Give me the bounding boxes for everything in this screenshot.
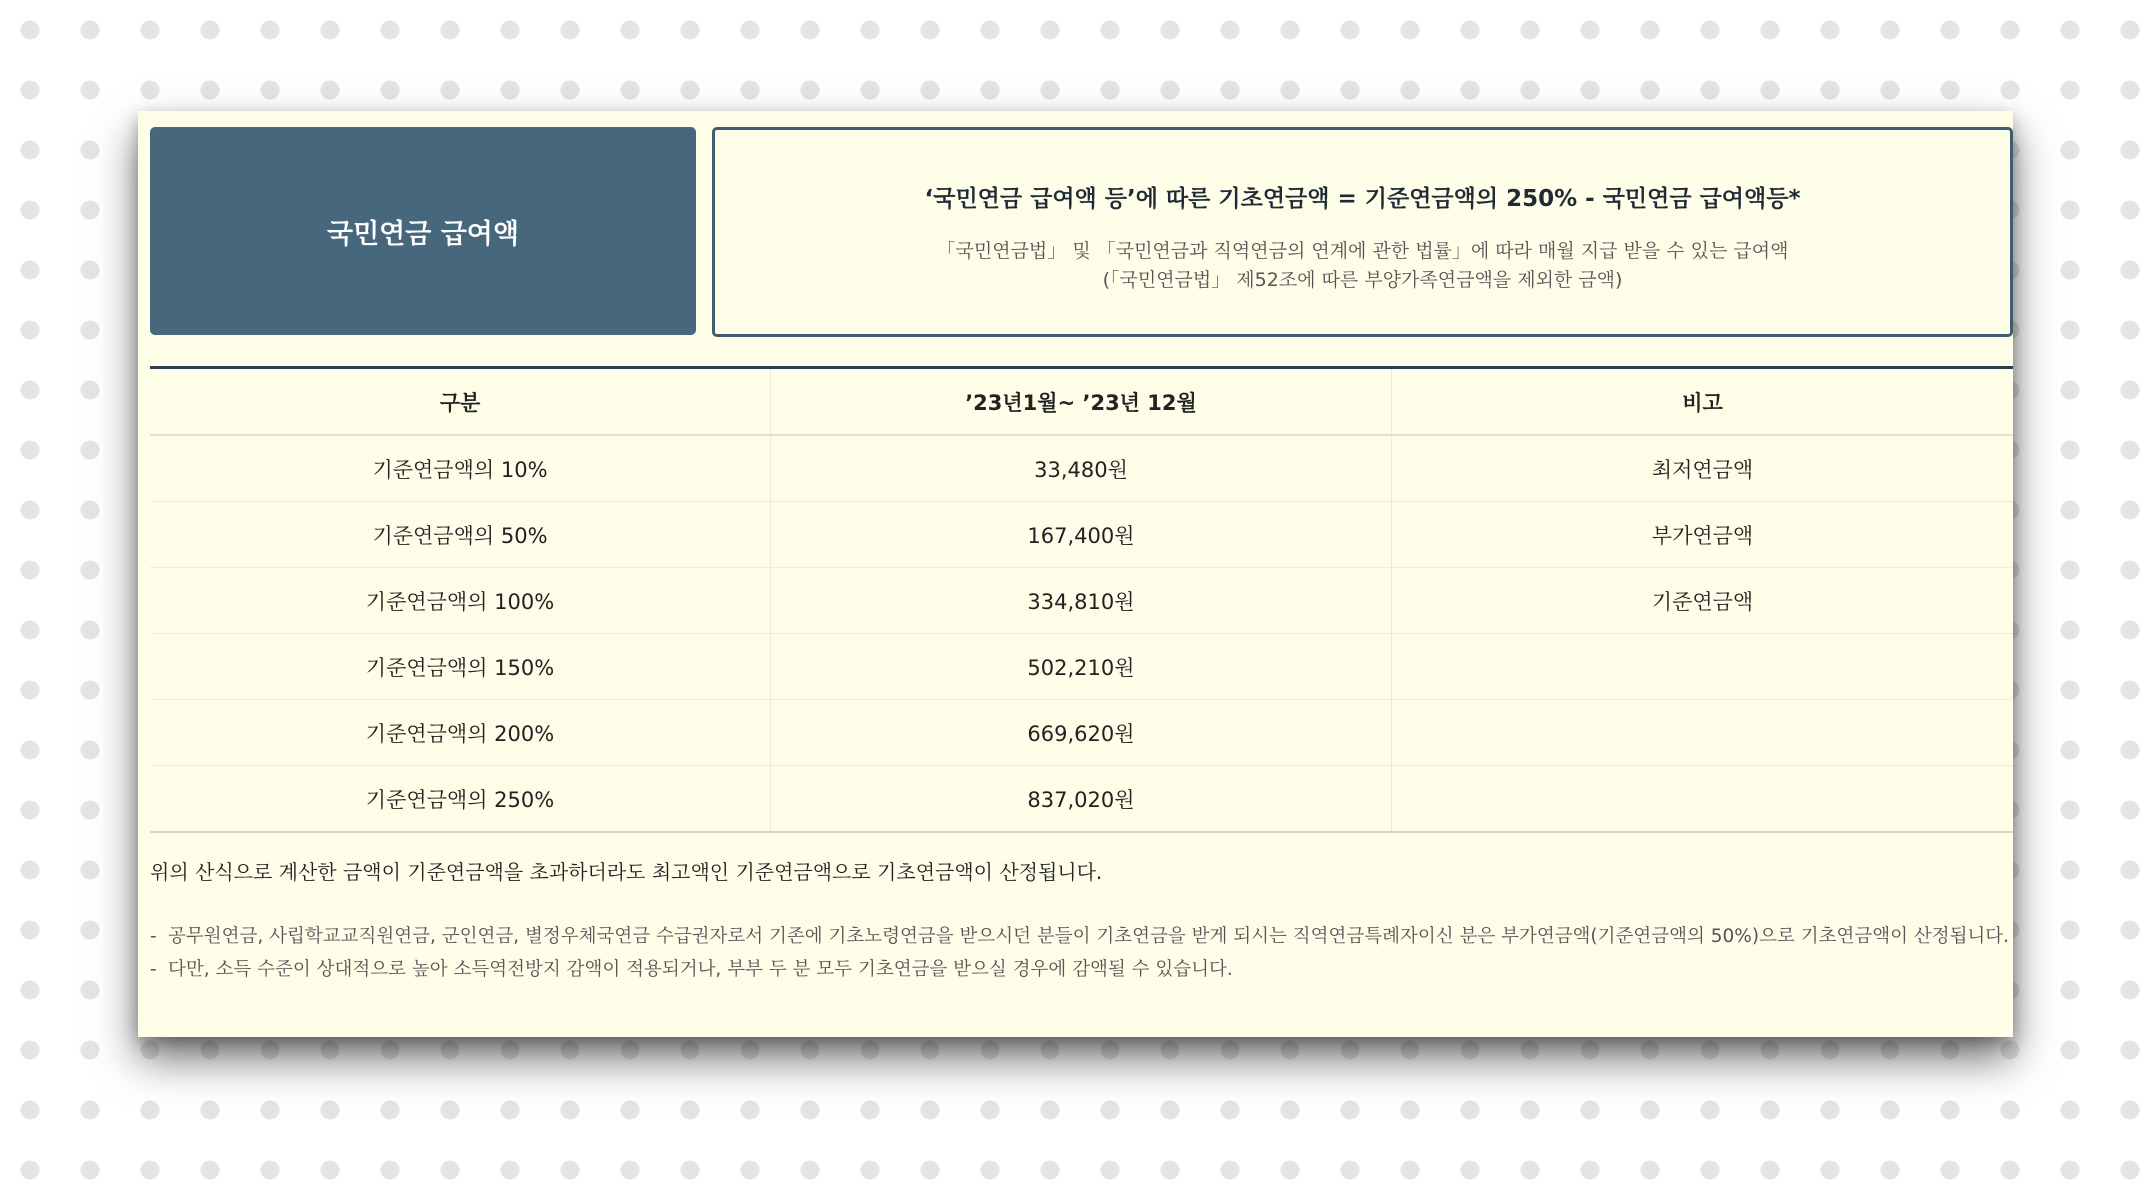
footnote-item <box>150 920 2009 953</box>
row-category: 기준연금액의 200% <box>150 700 771 766</box>
column-header-period: ’23년1월~ ’23년 12월 <box>771 368 1392 436</box>
row-remark <box>1392 634 2014 700</box>
row-amount: 334,810원 <box>771 568 1392 634</box>
table-header-row <box>150 368 2013 436</box>
pension-table-wrapper <box>150 366 2013 833</box>
pension-info-card <box>138 111 2013 1037</box>
row-category: 기준연금액의 250% <box>150 766 771 833</box>
formula-box <box>712 127 2013 337</box>
formula-description-line-2: (「국민연금법」 제52조에 따른 부양가족연금액을 제외한 금액) <box>1102 269 1623 291</box>
row-amount: 502,210원 <box>771 634 1392 700</box>
pension-amount-label-box <box>150 127 696 335</box>
pension-table <box>150 366 2013 833</box>
table-row <box>150 634 2013 700</box>
row-remark <box>1392 700 2014 766</box>
formula-title: ‘국민연금 급여액 등’에 따른 기초연금액 = 기준연금액의 250% - 국민연금 급여액등* <box>924 186 1801 212</box>
row-remark: 부가연금액 <box>1392 502 2014 568</box>
table-row <box>150 435 2013 502</box>
row-category: 기준연금액의 10% <box>150 435 771 502</box>
row-amount: 167,400원 <box>771 502 1392 568</box>
row-amount: 837,020원 <box>771 766 1392 833</box>
column-header-remarks: 비고 <box>1392 368 2014 436</box>
row-category: 기준연금액의 100% <box>150 568 771 634</box>
table-row <box>150 502 2013 568</box>
table-row <box>150 766 2013 833</box>
column-header-category: 구분 <box>150 368 771 436</box>
row-remark <box>1392 766 2014 833</box>
formula-description-line-1: 「국민연금법」 및 「국민연금과 직역연금의 연계에 관한 법률」에 따라 매월 지급 받을 수 있는 급여액 <box>936 240 1789 262</box>
row-amount: 33,480원 <box>771 435 1392 502</box>
row-category: 기준연금액의 50% <box>150 502 771 568</box>
footnote-text: 공무원연금, 사립학교교직원연금, 군인연금, 별정우체국연금 수급권자로서 기존에 기초노령연금을 받으시던 분들이 기초연금을 받게 되시는 직역연금특례자이신 분은 부가연금액(기준연금액의 50%)으로 기초연금액이 산정됩니다. <box>168 926 2010 947</box>
formula-description <box>715 237 2010 295</box>
row-amount: 669,620원 <box>771 700 1392 766</box>
calculation-note: 위의 산식으로 계산한 금액이 기준연금액을 초과하더라도 최고액인 기준연금액으로 기초연금액이 산정됩니다. <box>150 860 1103 884</box>
footnote-text: 다만, 소득 수준이 상대적으로 높아 소득역전방지 감액이 적용되거나, 부부 두 분 모두 기초연금을 받으실 경우에 감액될 수 있습니다. <box>168 959 1233 980</box>
table-row <box>150 568 2013 634</box>
pension-amount-label: 국민연금 급여액 <box>327 218 519 250</box>
table-row <box>150 700 2013 766</box>
footnote-bullet: - <box>150 926 157 947</box>
footnote-item <box>150 953 2009 986</box>
footnote-bullet: - <box>150 959 157 980</box>
footnote-list <box>150 920 2009 986</box>
row-remark: 기준연금액 <box>1392 568 2014 634</box>
row-category: 기준연금액의 150% <box>150 634 771 700</box>
row-remark: 최저연금액 <box>1392 435 2014 502</box>
